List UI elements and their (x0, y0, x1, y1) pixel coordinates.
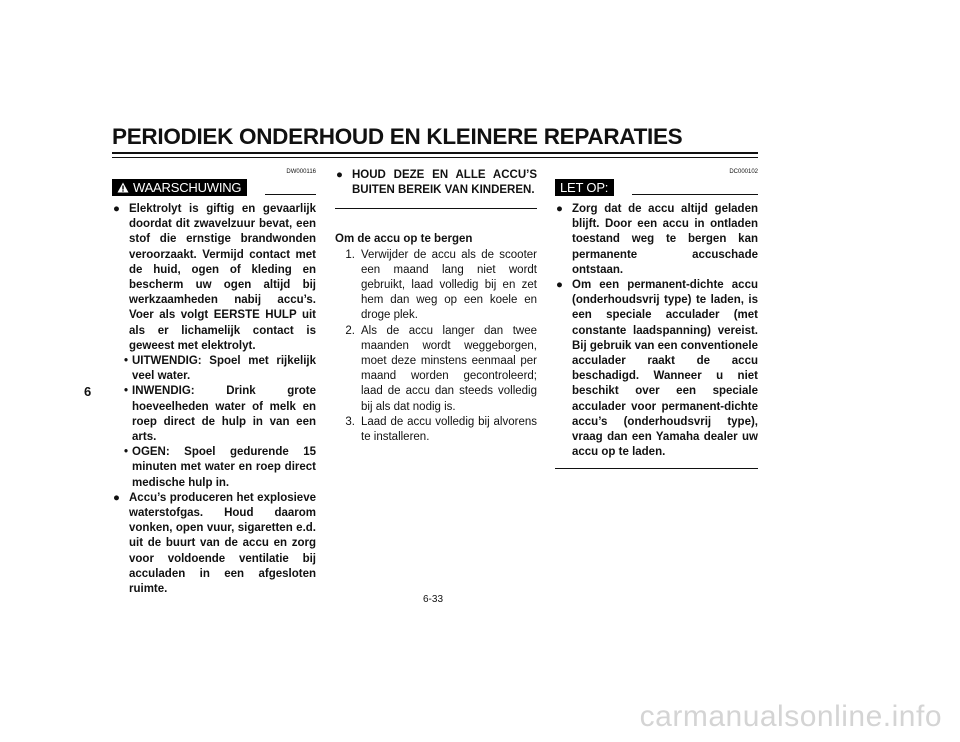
bullet-icon: ● (556, 203, 563, 215)
page-title: PERIODIEK ONDERHOUD EN KLEINERE REPARATIES (112, 124, 683, 149)
storage-step: 2. Als de accu langer dan twee maanden wordt weggeborgen, moet deze minstens eenmaal per maand worden gecontroleerd; laad de accu dan steeds volledig bij als dat nodig is. (345, 324, 537, 413)
storage-step: 1. Verwijder de accu als de scooter een maand lang niet wordt gebruikt, laad volledig bij en zet hem dan weg op een koele en droge plek. (345, 248, 537, 322)
warning-banner-row (112, 178, 316, 196)
warning-item: ● Elektrolyt is giftig en gevaarlijk doordat dit zwavelzuur bevat, een stof die ernstige brandwonden veroorzaakt. Vermijd contact met de huid, ogen of kleding en bescherm uw ogen altijd bij werkzaamheden nabij accu’s. Voer als volgt EERSTE HULP uit als er lichamelijk contact is geweest met elektrolyt. (112, 202, 316, 354)
watermark: carmanualsonline.info (639, 700, 942, 733)
storage-column (335, 168, 537, 445)
warning-triangle-icon (117, 182, 129, 193)
notice-banner-row (555, 178, 758, 196)
warning-sub-item: • OGEN: Spoel gedurende 15 minuten met water en roep direct medische hulp in. (112, 445, 316, 491)
sub-bullet-icon: • (124, 446, 129, 459)
notice-label: LET OP: (560, 179, 609, 195)
bullet-icon: ● (336, 169, 343, 181)
sub-bullet-icon: • (124, 355, 129, 368)
notice-banner (555, 179, 614, 196)
sub-bullet-icon: • (124, 385, 129, 398)
storage-heading: Om de accu op te bergen (335, 233, 473, 246)
bullet-icon: ● (113, 491, 120, 504)
title-rule-thick (112, 152, 758, 154)
chapter-tab: 6 (84, 384, 92, 399)
warning-label: WAARSCHUWING (133, 179, 242, 195)
warning-code: DW000116 (286, 169, 316, 175)
warning-column (112, 168, 316, 597)
notice-banner-line (632, 194, 758, 195)
notice-item: ● Om een permanent-dichte accu (onderhoudsvrij type) te laden, is een speciale acculader (met constante laadspanning) vereist. Bij gebruik van een conventionele acculader raakt de accu beschadigd. Wanneer u niet beschikt over een speciale acculader voor permanent-dichte accu’s (onderhoudsvrij type), vraag dan een Yamaha dealer uw accu op te laden. (555, 278, 758, 460)
warning-banner-line (265, 194, 316, 195)
bullet-icon: ● (113, 203, 120, 215)
warning-item: ● HOUD DEZE EN ALLE ACCU’S BUITEN BEREIK VAN KINDEREN. (335, 168, 537, 198)
warning-banner (112, 179, 247, 196)
notice-end-rule (555, 468, 758, 469)
bullet-icon: ● (556, 279, 563, 292)
title-rule-thin (112, 157, 758, 158)
page-number: 6-33 (423, 594, 444, 605)
notice-item: ● Zorg dat de accu altijd geladen blijft. Door een accu in ontladen toestand weg te bergen kan permanente accuschade ontstaan. (555, 202, 758, 278)
warning-sub-item: • INWENDIG: Drink grote hoeveelheden water of melk en roep direct de hulp in van een arts. (112, 384, 316, 445)
warning-item: ● Accu’s produceren het explosieve waterstofgas. Houd daarom vonken, open vuur, sigaretten e.d. uit de buurt van de accu en zorg voor voldoende ventilatie bij acculaden in een afgesloten ruimte. (112, 491, 316, 597)
notice-column (555, 168, 758, 469)
warning-sub-item: • UITWENDIG: Spoel met rijkelijk veel water. (112, 354, 316, 384)
storage-step: 3. Laad de accu volledig bij alvorens te installeren. (345, 415, 537, 444)
notice-code: DC000102 (729, 169, 758, 175)
